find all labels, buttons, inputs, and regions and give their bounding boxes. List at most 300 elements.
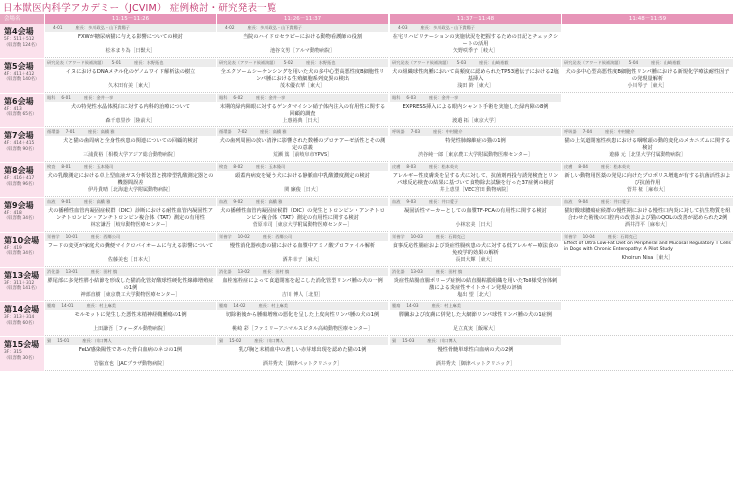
presentation-category: 腫瘍 xyxy=(219,303,228,309)
room-floor: 3F：315 xyxy=(4,350,22,356)
room-name: 第14会場 xyxy=(4,305,40,315)
presentation-category: 猫 xyxy=(47,338,52,344)
presentation-cell xyxy=(390,233,561,267)
presenter-name: 渡邉 拓［東京大学］ xyxy=(452,117,499,124)
presentation-id: 15-03 xyxy=(402,338,415,344)
presentation-id: 7-04 xyxy=(582,129,593,135)
presenter-name: 伊丹貴晴［北海道大学附属動物病院］ xyxy=(87,187,173,194)
presentation-cell xyxy=(45,163,216,197)
presentation-title: 膵臓および皮膚に併発した大網節リンパ球性リンパ腫の犬の1症例 xyxy=(398,312,552,319)
presentation-id: 4-03 xyxy=(398,25,408,30)
presentation-title: 慢性骨髄単球性白血病の犬の2例 xyxy=(437,347,514,354)
presentation-title: 犬の組織球性肉腫において高頻度に認められたTP53遺伝子における2塩基挿入 xyxy=(392,68,559,82)
presenter-name: 菅原幸司［東京大学附属動物医療センター］ xyxy=(252,221,353,228)
presentation-id: 5-01 xyxy=(111,59,122,65)
session-chair: 座長：多川政弘・山下貴陽子 xyxy=(420,25,475,30)
presentation-meta xyxy=(45,163,216,171)
session-chair: 座長：村上麻美 xyxy=(258,303,288,309)
presentation-cell xyxy=(390,59,561,93)
table-row xyxy=(0,302,735,337)
presentation-cell xyxy=(390,337,561,371)
presentation-title: 猫好酸球膿瘍症候群の慢性期における慢性口内炎に対して抗生物質を組合わせた術後の口腔内の改善および猫のQOLの改善が認められた2例 xyxy=(564,207,731,221)
room-floor: 4F：419 xyxy=(4,245,22,251)
presenter-name: 池谷文男［アルマ動物病院］ xyxy=(270,48,335,54)
presenter-name: 矢野咲季子［岐大］ xyxy=(452,48,498,54)
presentation-meta xyxy=(390,94,561,102)
presenter-name: 小林宏美［日大］ xyxy=(455,221,496,228)
presentation-category: 皮膚 xyxy=(392,164,401,170)
session-chair: 座長：水野拓也 xyxy=(306,59,336,65)
presentation-title: モルモットに発生した悪性末梢神経鞘腫瘍の1例 xyxy=(74,312,187,319)
presentation-title: 凝固活性マーカーとしての血漿TF-PCAの有用性に関する検討 xyxy=(404,207,547,214)
time-slot-4: 11:48－11:59 xyxy=(562,14,733,24)
room-name: 第7会場 xyxy=(4,131,34,141)
presentation-cell xyxy=(217,128,388,162)
session-chair: 座長：松本英夫 xyxy=(428,164,459,170)
session-chair: 座長：多川政弘・山下貴陽子 xyxy=(247,25,302,30)
presentation-cell xyxy=(45,233,216,267)
presentation-meta xyxy=(217,268,388,276)
empty-cell xyxy=(562,302,733,336)
presentation-title: 慢性消化器疾患の猫における血漿中アミノ酸プロファイル解析 xyxy=(229,242,376,249)
presenter-name: 酒井幸子［麻大］ xyxy=(282,256,323,263)
room-cell xyxy=(0,337,44,371)
room-floor: 4F：411＋412 xyxy=(4,71,35,77)
presentation-category: 検査 xyxy=(47,164,56,170)
presentation-meta xyxy=(390,198,561,206)
presentation-category: 消化器 xyxy=(47,268,60,274)
session-chair: 座長：西郷公司 xyxy=(90,233,121,239)
presentation-id: 4-01 xyxy=(53,25,63,30)
presentation-meta xyxy=(390,24,561,32)
presenter-name: 浅田 鈴［東大］ xyxy=(457,82,494,89)
room-capacity: （収容数 96名） xyxy=(4,181,37,187)
session-chair: 座長：金井一享 xyxy=(83,94,114,100)
presenter-name: 久木田有美［東大］ xyxy=(107,82,153,89)
room-cell xyxy=(0,24,44,58)
empty-cell xyxy=(562,337,733,371)
presentation-meta xyxy=(562,59,733,67)
presenter-name: 長田大輝［東大］ xyxy=(455,256,496,263)
presentation-id: 7-02 xyxy=(237,129,248,135)
presentation-id: 15-01 xyxy=(57,338,70,344)
room-capacity: （収容数 65名） xyxy=(4,112,37,118)
presentation-meta xyxy=(217,302,388,310)
presentation-meta xyxy=(390,128,561,136)
session-chair: 座長：多川政弘・山下貴陽子 xyxy=(75,25,130,30)
presentation-id: 7-03 xyxy=(410,129,421,135)
room-cell xyxy=(0,94,44,128)
presentation-meta xyxy=(45,59,216,67)
presentation-id: 9-04 xyxy=(578,198,588,204)
presentation-id: 14-01 xyxy=(61,303,74,309)
presentation-title: EXPRESS挿入による眼内シャント手術を実施した緑内障の8例 xyxy=(402,103,549,110)
presentation-title: Effect of Ultra Low-Fat Diet on Peripheral and Mucosal Regulatory T Cells in Dogs with Chronic Enteropathy: A Pilot Study xyxy=(564,240,731,252)
room-capacity: （収容数 30名） xyxy=(4,355,37,361)
presentation-meta xyxy=(45,128,216,136)
room-cell xyxy=(0,302,44,336)
presentation-id: 10-01 xyxy=(65,233,78,239)
presentation-category: 消化器 xyxy=(219,268,232,274)
presentation-category: 研究発表（アワード候補演題） xyxy=(47,59,106,65)
presentation-category: 研究発表（アワード候補演題） xyxy=(219,59,278,65)
presentation-title: 犬の歯列周囲の放い清浄に影響された数種のプロテアーゼ活性とその測定の意義 xyxy=(219,138,386,152)
presenter-name: 佐藤美也［日本大］ xyxy=(107,256,153,263)
presentation-meta xyxy=(45,337,216,345)
session-chair: 座長：石岡克己 xyxy=(435,233,466,239)
presentation-meta xyxy=(217,128,388,136)
presentation-id: 8-02 xyxy=(233,164,243,170)
session-chair: 座長：高橋 雅 xyxy=(255,198,283,204)
room-name: 第9会場 xyxy=(4,200,34,210)
session-chair: 座長：高橋 雅 xyxy=(260,129,287,135)
presentation-meta xyxy=(45,198,216,206)
presentation-meta xyxy=(45,302,216,310)
presentation-id: 8-01 xyxy=(61,164,71,170)
presenter-name: 森千恵里沙［陸前大］ xyxy=(105,117,156,124)
presentation-category: 栄養学 xyxy=(47,233,60,239)
table-row xyxy=(0,128,735,163)
presentation-title: 食事反応性腸症および炎症性腸疾患の犬に対する低アレルギー療法食の免疫学的効果の解析 xyxy=(392,242,559,256)
session-chair: 座長：高橋 雅 xyxy=(88,129,115,135)
presentation-id: 9-02 xyxy=(233,198,243,204)
presentation-cell xyxy=(562,59,733,93)
presentation-meta xyxy=(390,302,561,310)
presentation-category: 研究発表（アワード候補演題） xyxy=(392,59,451,65)
table-row xyxy=(0,233,735,268)
presentation-meta xyxy=(390,59,561,67)
session-chair: 座長：金井一享 xyxy=(255,94,286,100)
presentation-id: 7-01 xyxy=(65,129,76,135)
room-name: 第10会場 xyxy=(4,235,40,245)
presenter-name: 林宏謙吾［岐阜動物医療センター］ xyxy=(90,221,171,228)
presenter-name: 荒瀬 篤［前岐阜市YPVS］ xyxy=(272,152,333,159)
room-capacity: （収容数 60名） xyxy=(4,320,37,326)
presentation-id: 13-02 xyxy=(237,268,250,274)
presentation-meta xyxy=(217,337,388,345)
presentation-id: 6-01 xyxy=(61,94,71,100)
presenter-name: 上田謙吾［フォーダル動物病院］ xyxy=(93,326,168,333)
presentation-cell xyxy=(390,24,561,58)
session-chair: 座長：田村 慎 xyxy=(435,268,463,274)
presentation-cell xyxy=(217,302,388,336)
presentation-title: FXWが糖尿病猫に与える影響についての検討 xyxy=(78,34,183,40)
presenter-name: 桃崎 彩［ファミリーアニマルスピタル高崎動物医療センター］ xyxy=(232,326,373,333)
presentation-cell xyxy=(562,198,733,232)
presentation-meta xyxy=(390,233,561,241)
room-name: 第5会場 xyxy=(4,61,34,71)
session-chair: 座長：川口博人 xyxy=(254,338,284,344)
presentation-title: 末期的緑内障眼に対するゲンタマイシン硝子体内注入の有用性に関する回顧的調査 xyxy=(219,103,386,117)
session-chair: 座長：田村 慎 xyxy=(262,268,290,274)
presentation-meta xyxy=(562,233,733,241)
session-chair: 座長：高橋 雅 xyxy=(83,198,111,204)
presenter-name: 井上恵里［VEC宮田 動物病院］ xyxy=(439,187,512,194)
presentation-title: 全エクソームシーケンシングを用いた犬の多中心型高悪性度B細胞性リンパ腫における生殖細胞系列変異の検出 xyxy=(220,68,385,82)
presenter-name: 神部直樹［東京農工大学動物医療センター］ xyxy=(80,291,181,298)
presentation-title: 膵尾部に多発性膵小結節を形成した猫消化管好酸球性硬化性線維増殖症の1例 xyxy=(47,277,214,291)
session-chair: 座長：玉本隆司 xyxy=(255,164,286,170)
room-cell xyxy=(0,59,44,93)
presentation-cell xyxy=(217,233,388,267)
presentation-id: 4-02 xyxy=(225,25,235,30)
presentation-meta xyxy=(45,233,216,241)
session-chair: 座長：川口博人 xyxy=(82,338,112,344)
presentation-cell xyxy=(217,337,388,371)
session-chair: 座長：石岡克己 xyxy=(607,233,638,239)
room-floor: 4F：413 xyxy=(4,106,22,112)
presenter-name: 岩脇直也［JACプラザ動物病院］ xyxy=(93,361,168,368)
room-floor: 4F：416＋417 xyxy=(4,176,35,182)
session-chair: 座長：井口愛子 xyxy=(428,198,459,204)
time-slot-1: 11:15－11:26 xyxy=(45,14,216,24)
session-chair: 座長：田村 慎 xyxy=(90,268,118,274)
presenter-name: 酒井洋平［麻布大］ xyxy=(624,221,670,228)
table-body xyxy=(0,24,735,372)
presentation-category: 呼吸器 xyxy=(392,129,405,135)
presenter-name: 酒井秀夫［御津ペットクリニック］ xyxy=(435,361,516,368)
presentation-cell xyxy=(217,59,388,93)
presentation-cell xyxy=(45,94,216,128)
session-chair: 座長：金井一享 xyxy=(428,94,459,100)
presentation-cell xyxy=(217,198,388,232)
table-row xyxy=(0,94,735,129)
presentation-cell xyxy=(390,128,561,162)
presentation-cell xyxy=(217,94,388,128)
presentation-cell xyxy=(217,163,388,197)
presentation-meta xyxy=(217,24,388,32)
room-capacity: （収容数 90名） xyxy=(4,146,37,152)
presentation-id: 10-03 xyxy=(410,233,423,239)
room-name: 第4会場 xyxy=(4,27,34,36)
presenter-name: 酒井秀夫［御津ペットクリニック］ xyxy=(262,361,343,368)
presenter-name: 三浦貴裕［相模大学アジア総合動物病院］ xyxy=(83,152,178,159)
presenter-name: 上惠裕典［日大］ xyxy=(282,117,323,124)
room-floor: 3F：311＋312 xyxy=(4,280,35,286)
presentation-meta xyxy=(562,198,733,206)
presentation-cell xyxy=(45,268,216,302)
presenter-name: 松本まり為［日獣大］ xyxy=(105,48,156,54)
schedule-table xyxy=(0,14,735,372)
room-cell xyxy=(0,128,44,162)
presentation-category: 血液 xyxy=(47,198,56,204)
presentation-cell xyxy=(45,198,216,232)
session-chair: 座長：中村健介 xyxy=(605,129,635,135)
session-chair: 座長：村上麻美 xyxy=(431,303,461,309)
presentation-title: 切除術後から腫瘍増殖の悪化を呈した上皮向性リンパ腫の犬の1例 xyxy=(225,312,380,319)
presentation-meta xyxy=(217,94,388,102)
presentation-category: 研究発表（アワード候補演題） xyxy=(564,59,623,65)
presentation-cell xyxy=(390,163,561,197)
presenter-name: 塩出 望［北大］ xyxy=(457,291,494,298)
room-capacity: （収容数 34名） xyxy=(4,251,37,257)
table-row xyxy=(0,198,735,233)
presentation-meta xyxy=(45,24,216,32)
empty-cell xyxy=(562,94,733,128)
presentation-title: 犬の乳酸測定における卓上型血液ガス分析装置と携帯型乳酸測定器との機器間誤差 xyxy=(47,173,214,187)
presentation-category: 眼科 xyxy=(47,94,56,100)
presentation-id: 10-02 xyxy=(237,233,250,239)
table-row xyxy=(0,337,735,372)
presenter-name: 茂木優衣華［東大］ xyxy=(279,82,325,89)
presentation-meta xyxy=(45,268,216,276)
presentation-meta xyxy=(390,163,561,171)
presentation-title: 犬の特発性水晶体脱臼に対する内科的治療について xyxy=(70,103,191,110)
presenter-name: 渋谷純一郎［東京農工大学附属動物医療センター］ xyxy=(418,152,533,159)
presentation-id: 9-03 xyxy=(406,198,416,204)
presentation-title: 犬の多中心型高悪性度B細胞性リンパ腫における新規化学療法耐性因子の発現量解析 xyxy=(565,68,730,82)
room-floor: 4F：414＋415 xyxy=(4,141,35,147)
presentation-id: 14-03 xyxy=(406,303,419,309)
presentation-title: FeLV感染陽性であった骨白血病のネコの1例 xyxy=(78,347,183,354)
presentation-title: イヌにおけるDNAメチル化のゲノムワイド解析法の樹立 xyxy=(65,68,196,75)
presenter-name: 菅井 柾［麻布大］ xyxy=(626,187,669,194)
room-cell xyxy=(0,198,44,232)
table-row xyxy=(0,163,735,198)
presentation-meta xyxy=(562,128,733,136)
presentation-cell xyxy=(562,128,733,162)
presenter-name: 遊藤 元［北里大学付属動物病院］ xyxy=(609,152,686,159)
session-chair: 座長：川口博人 xyxy=(427,338,457,344)
session-chair: 座長：中村健介 xyxy=(433,129,463,135)
presentation-id: 13-03 xyxy=(410,268,423,274)
room-capacity: （収容数 34名） xyxy=(4,216,37,222)
presentation-cell xyxy=(562,163,733,197)
presentation-meta xyxy=(217,59,388,67)
presentation-meta xyxy=(45,94,216,102)
empty-cell xyxy=(562,24,733,58)
presentation-category: 血液 xyxy=(392,198,401,204)
session-chair: 座長：西郷公司 xyxy=(262,233,293,239)
presentation-meta xyxy=(390,337,561,345)
presentation-title: 乳び胸と末梢血中の著しい赤芽球出現を認めた猫の1例 xyxy=(238,347,367,354)
table-header xyxy=(0,14,735,24)
room-capacity: （収容数 141名） xyxy=(4,286,40,292)
session-chair: 座長：山崎裕毅 xyxy=(479,59,509,65)
presentation-title: アレルギー性皮膚炎を呈する犬に対して、抗菌剤再投与誘発検査とリンパ球反応検査の結果に基づいて食物除去試験を行った37症例の検討 xyxy=(392,173,559,187)
presenter-name: Khoirun Nisa［東大］ xyxy=(621,254,674,261)
room-floor: 4F：418 xyxy=(4,210,22,216)
presentation-id: 5-04 xyxy=(628,59,639,65)
presentation-category: 血液 xyxy=(564,198,573,204)
room-name: 第8会場 xyxy=(4,166,34,176)
presentation-id: 15-02 xyxy=(229,338,242,344)
session-chair: 座長：玉本隆司 xyxy=(83,164,114,170)
presentation-category: 消化器 xyxy=(392,268,405,274)
page-title: 日本獣医内科学アカデミー（JCVIM） 症例検討・研究発表一覧 xyxy=(3,3,277,14)
room-name: 第13会場 xyxy=(4,270,40,280)
session-chair: 座長：井口愛子 xyxy=(600,198,631,204)
presentation-category: 猫 xyxy=(392,338,397,344)
session-chair: 座長：村上麻美 xyxy=(86,303,116,309)
room-cell xyxy=(0,233,44,267)
session-chair: 座長：水野拓也 xyxy=(134,59,164,65)
presentation-id: 8-03 xyxy=(406,164,416,170)
presentation-category: 循環器 xyxy=(219,129,232,135)
table-row xyxy=(0,59,735,94)
presentation-id: 9-01 xyxy=(61,198,71,204)
presenter-name: 足立真実［飯塚大］ xyxy=(452,326,498,333)
presentation-title: 頭蓋内病変を疑う犬における静脈血中乳酸濃度測定の検討 xyxy=(235,173,370,180)
presentation-title: 犬の播種性血管内凝固症候群（DIC）の発生とトロンビン・アンチトロンビン複合体（TAT）測定の有用性に関する検討 xyxy=(220,207,385,221)
presenter-name: 吉川 博人［北里］ xyxy=(281,291,324,298)
presentation-id: 8-04 xyxy=(578,164,588,170)
presentation-meta xyxy=(562,163,733,171)
room-name: 第6会場 xyxy=(4,96,34,106)
header-room-label: 会場名 xyxy=(0,14,44,24)
presentation-cell xyxy=(45,24,216,58)
presentation-category: 呼吸器 xyxy=(564,129,577,135)
room-floor: 5F：511＋512 xyxy=(4,37,35,42)
presentation-meta xyxy=(217,163,388,171)
presentation-category: 眼科 xyxy=(219,94,228,100)
room-floor: 3F：313＋314 xyxy=(4,315,35,321)
presentation-id: 5-02 xyxy=(283,59,294,65)
presentation-cell xyxy=(45,59,216,93)
presentation-title: 炎症性結腸直腸ポリープ症例の結直腸粘膜組織を用いたToll様受容体刺激による炎症性サイトカイン発現の評価 xyxy=(393,277,558,291)
presentation-category: 検査 xyxy=(219,164,228,170)
presentation-title: 当院のハイドロセラピーにおける動物看護師の役割 xyxy=(242,34,363,40)
presentation-cell xyxy=(217,24,388,58)
presentation-cell xyxy=(390,198,561,232)
session-chair: 座長：松本英夫 xyxy=(600,164,631,170)
presentation-title: 特発性肺線維症の猫の1例 xyxy=(445,138,506,145)
presentation-title: 新しい動物用医薬の発見に向けたプロポリス増進が有する抗菌活性および抗菌作用 xyxy=(564,173,731,187)
room-name: 第15会場 xyxy=(4,340,40,350)
room-capacity: （収容数 140名） xyxy=(4,77,40,83)
presentation-meta xyxy=(217,198,388,206)
presentation-category: 栄養学 xyxy=(564,233,577,239)
presentation-title: フードの変更が家庭犬の糞便マイクロバイオームに与える影響について xyxy=(47,242,214,249)
presentation-cell xyxy=(562,233,733,267)
room-cell xyxy=(0,268,44,302)
presentation-meta xyxy=(390,268,561,276)
presentation-category: 腫瘍 xyxy=(47,303,56,309)
presentation-cell xyxy=(45,128,216,162)
table-row xyxy=(0,24,735,59)
presentation-title: 犬の播種性血管内凝固症候群（DIC）診断における耐性血管内凝固性アンチトロンビン・アンチトロンビン複合体（TAT）測定の有用性 xyxy=(48,207,213,221)
room-cell xyxy=(0,163,44,197)
presentation-title: 犬と猫の歯周病と全身性疾患の関連についての回顧的検討 xyxy=(63,138,198,145)
presentation-id: 6-03 xyxy=(406,94,416,100)
presenter-name: 小川琴子［東大］ xyxy=(627,82,668,89)
presentation-category: 眼科 xyxy=(392,94,401,100)
room-capacity: （収容数 124名） xyxy=(4,42,40,48)
presentation-title: 血栓塞栓症によって食道閉塞を起こした消化管型リンパ腫の犬の一例 xyxy=(222,277,383,284)
presentation-id: 13-01 xyxy=(65,268,78,274)
presenter-name: 関 廉俊［日大］ xyxy=(284,187,321,194)
presentation-cell xyxy=(390,94,561,128)
presentation-cell xyxy=(45,302,216,336)
presentation-cell xyxy=(217,268,388,302)
presentation-category: 栄養学 xyxy=(392,233,405,239)
time-slot-3: 11:37－11:48 xyxy=(390,14,561,24)
presentation-category: 猫 xyxy=(219,338,224,344)
time-slot-2: 11:26－11:37 xyxy=(217,14,388,24)
presentation-title: 猫の上気道閉塞性疾患における咽喉頭の動的変化のメカニズムに関する検討 xyxy=(564,138,731,152)
presentation-title: 在宅リハビリテーションの実施状況を把握するための日記とチェックシートの活用 xyxy=(392,34,559,47)
table-row xyxy=(0,268,735,303)
presentation-category: 栄養学 xyxy=(219,233,232,239)
session-chair: 座長：山崎裕毅 xyxy=(651,59,681,65)
presentation-category: 血液 xyxy=(219,198,228,204)
presentation-cell xyxy=(45,337,216,371)
presentation-meta xyxy=(217,233,388,241)
presentation-cell xyxy=(390,302,561,336)
presentation-category: 皮膚 xyxy=(564,164,573,170)
presentation-id: 6-02 xyxy=(233,94,243,100)
presentation-cell xyxy=(390,268,561,302)
